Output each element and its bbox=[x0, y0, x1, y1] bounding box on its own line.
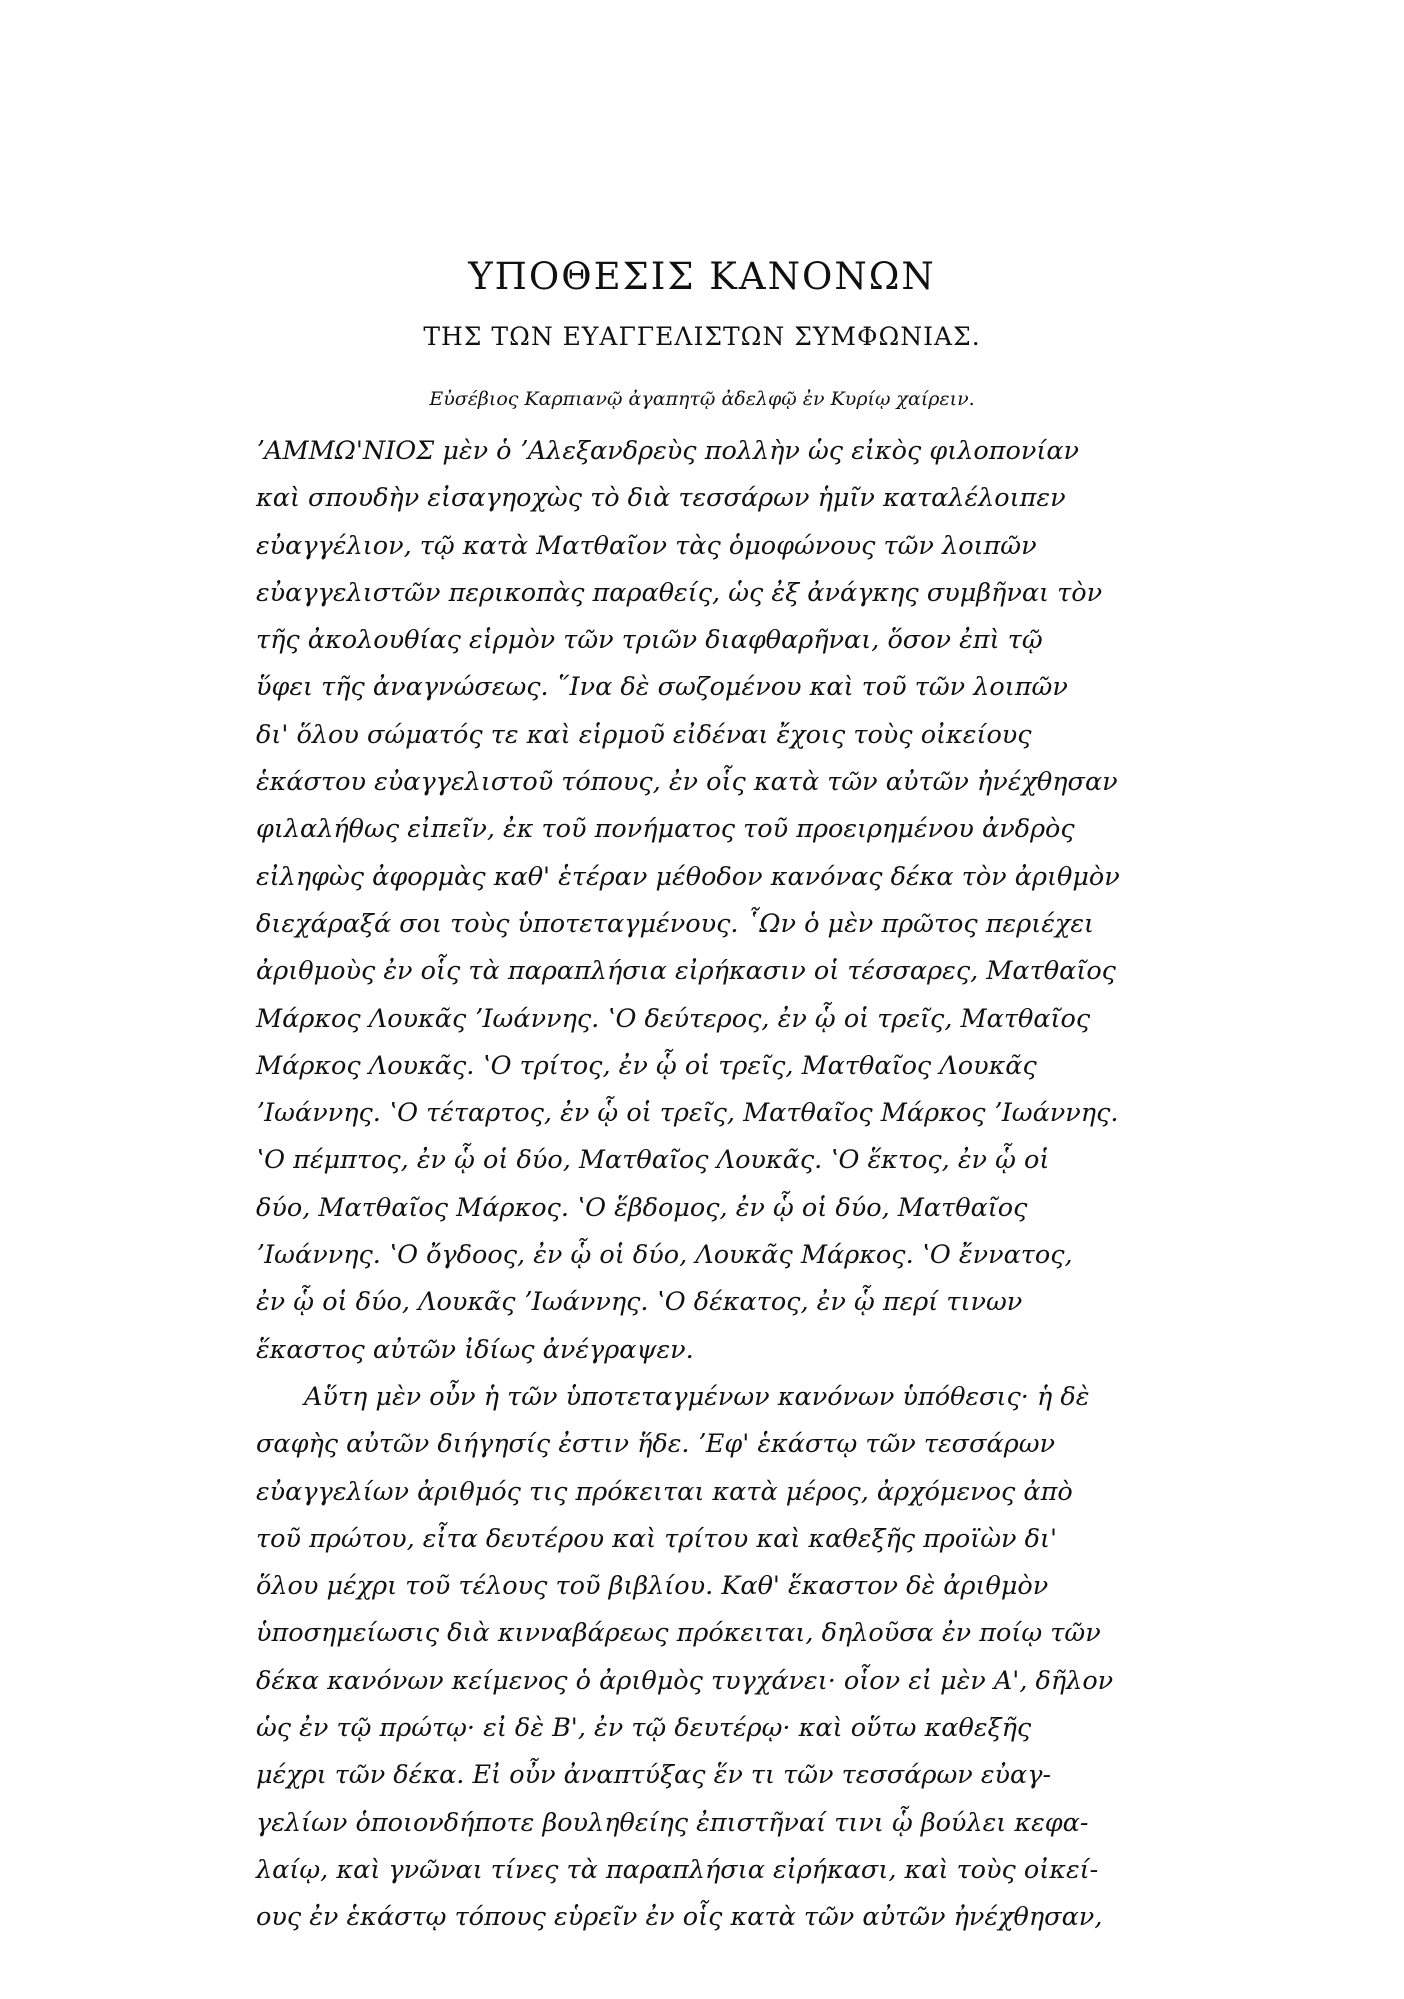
text-line: μέχρι τῶν δέκα. Εἰ οὖν ἀναπτύξας ἕν τι τῶν τεσσάρων εὐαγ- bbox=[256, 1760, 1052, 1791]
text-line: εὐαγγέλιον, τῷ κατὰ Ματθαῖον τὰς ὁμοφώνους τῶν λοιπῶν bbox=[256, 530, 1037, 561]
body-text bbox=[256, 428, 1154, 1942]
text-line: ἑκάστου εὐαγγελιστοῦ τόπους, ἐν οἷς κατὰ τῶν αὐτῶν ἠνέχθησαν bbox=[256, 767, 1118, 798]
page-title: ΥΠΟΘΕΣΙΣ ΚΑΝΟΝΩΝ bbox=[468, 255, 936, 298]
text-line: ὑποσημείωσις διὰ κινναβάρεως πρόκειται, δηλοῦσα ἐν ποίῳ τῶν bbox=[256, 1618, 1101, 1649]
text-line: ʼΙωάννης. ʽΟ τέταρτος, ἐν ᾧ οἱ τρεῖς, Ματθαῖος Μάρκος ʼΙωάννης. bbox=[256, 1098, 1119, 1129]
text-line: διεχάραξά σοι τοὺς ὑποτεταγμένους. ῟Ων ὁ μὲν πρῶτος περιέχει bbox=[256, 908, 1095, 939]
text-line: ʼΙωάννης. ʽΟ ὄγδοος, ἐν ᾧ οἱ δύο, Λουκᾶς Μάρκος. ʽΟ ἔννατος, bbox=[256, 1240, 1073, 1271]
text-line: ὅλου μέχρι τοῦ τέλους τοῦ βιβλίου. Καθ' ἕκαστον δὲ ἀριθμὸν bbox=[256, 1571, 1049, 1602]
salutation-line: Εὐσέβιος Καρπιανῷ ἀγαπητῷ ἀδελφῷ ἐν Κυρίῳ χαίρειν. bbox=[429, 388, 975, 410]
text-line: εὐαγγελίων ἀριθμός τις πρόκειται κατὰ μέρος, ἀρχόμενος ἀπὸ bbox=[256, 1476, 1073, 1507]
text-line: τοῦ πρώτου, εἶτα δευτέρου καὶ τρίτου καὶ καθεξῆς προϊὼν δι' bbox=[256, 1523, 1057, 1554]
text-line: Μάρκος Λουκᾶς ʼΙωάννης. ʽΟ δεύτερος, ἐν ᾧ οἱ τρεῖς, Ματθαῖος bbox=[256, 1003, 1091, 1034]
text-line: ὕφει τῆς ἀναγνώσεως. ῞Ινα δὲ σωζομένου καὶ τοῦ τῶν λοιπῶν bbox=[256, 672, 1068, 703]
text-line: ἕκαστος αὐτῶν ἰδίως ἀνέγραψεν. bbox=[256, 1334, 694, 1365]
text-line: γελίων ὁποιονδήποτε βουληθείης ἐπιστῆναί τινι ᾧ βούλει κεφα- bbox=[256, 1807, 1089, 1838]
text-line: ὡς ἐν τῷ πρώτῳ· εἰ δὲ Β', ἐν τῷ δευτέρῳ· καὶ οὕτω καθεξῆς bbox=[256, 1713, 1032, 1744]
paragraph-start-line: Αὕτη μὲν οὖν ἡ τῶν ὑποτεταγμένων κανόνων ὑπόθεσις· ἡ δὲ bbox=[304, 1381, 1090, 1412]
text-line: ʽΟ πέμπτος, ἐν ᾧ οἱ δύο, Ματθαῖος Λουκᾶς. ʽΟ ἕκτος, ἐν ᾧ οἱ bbox=[256, 1145, 1050, 1176]
text-line: φιλαλήθως εἰπεῖν, ἐκ τοῦ πονήματος τοῦ προειρημένου ἀνδρὸς bbox=[256, 814, 1075, 845]
text-line: εἰληφὼς ἀφορμὰς καθ' ἑτέραν μέθοδον κανόνας δέκα τὸν ἀριθμὸν bbox=[256, 861, 1120, 892]
text-line: ʼΑΜΜΩ'ΝΙΟΣ μὲν ὁ ʼΑλεξανδρεὺς πολλὴν ὡς εἰκὸς φιλοπονίαν bbox=[256, 436, 1080, 466]
text-line: καὶ σπουδὴν εἰσαγηοχὼς τὸ διὰ τεσσάρων ἡμῖν καταλέλοιπεν bbox=[256, 483, 1066, 514]
text-line: Μάρκος Λουκᾶς. ʽΟ τρίτος, ἐν ᾧ οἱ τρεῖς, Ματθαῖος Λουκᾶς bbox=[256, 1050, 1037, 1081]
page-subtitle: ΤΗΣ ΤΩΝ ΕΥΑΓΓΕΛΙΣΤΩΝ ΣΥΜΦΩΝΙΑΣ. bbox=[423, 322, 981, 351]
text-line: σαφὴς αὐτῶν διήγησίς ἐστιν ἥδε. ʼΕφ' ἑκάστῳ τῶν τεσσάρων bbox=[256, 1429, 1055, 1460]
text-line: δύο, Ματθαῖος Μάρκος. ʽΟ ἕβδομος, ἐν ᾧ οἱ δύο, Ματθαῖος bbox=[256, 1192, 1028, 1223]
text-line: ἐν ᾧ οἱ δύο, Λουκᾶς ʼΙωάννης. ʽΟ δέκατος, ἐν ᾧ περί τινων bbox=[256, 1287, 1023, 1318]
text-line: ους ἐν ἑκάστῳ τόπους εὑρεῖν ἐν οἷς κατὰ τῶν αὐτῶν ἠνέχθησαν, bbox=[256, 1902, 1103, 1933]
text-line: εὐαγγελιστῶν περικοπὰς παραθείς, ὡς ἐξ ἀνάγκης συμβῆναι τὸν bbox=[256, 577, 1103, 608]
text-line: δέκα κανόνων κείμενος ὁ ἀριθμὸς τυγχάνει· οἷον εἰ μὲν Α', δῆλον bbox=[256, 1665, 1114, 1696]
text-line: λαίῳ, καὶ γνῶναι τίνες τὰ παραπλήσια εἰρήκασι, καὶ τοὺς οἰκεί- bbox=[256, 1854, 1099, 1885]
text-line: τῆς ἀκολουθίας εἱρμὸν τῶν τριῶν διαφθαρῆναι, ὅσον ἐπὶ τῷ bbox=[256, 625, 1043, 656]
text-line: ἀριθμοὺς ἐν οἷς τὰ παραπλήσια εἰρήκασιν οἱ τέσσαρες, Ματθαῖος bbox=[256, 956, 1116, 987]
text-line: δι' ὅλου σώματός τε καὶ εἱρμοῦ εἰδέναι ἔχοις τοὺς οἰκείους bbox=[256, 719, 1032, 750]
